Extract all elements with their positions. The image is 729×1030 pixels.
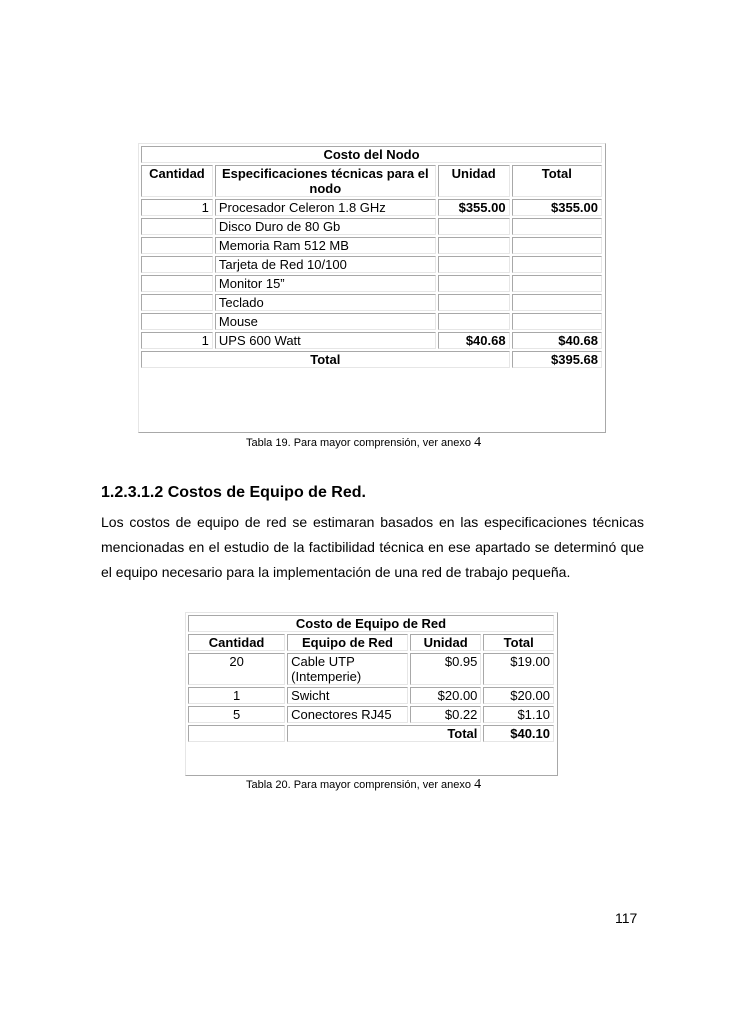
item-cell: UPS 600 Watt <box>215 332 436 349</box>
table-title: Costo de Equipo de Red <box>188 615 554 632</box>
table-total-row <box>188 725 554 742</box>
table-row <box>141 332 602 349</box>
unit-price-cell: $355.00 <box>438 199 510 216</box>
column-header: Equipo de Red <box>287 634 408 651</box>
table-row <box>141 275 602 292</box>
quantity-cell: 1 <box>141 332 213 349</box>
column-header: Total <box>483 634 554 651</box>
table-row <box>141 313 602 330</box>
quantity-cell: 5 <box>188 706 285 723</box>
unit-price-cell <box>438 218 510 235</box>
unit-price-cell: $40.68 <box>438 332 510 349</box>
table-costo-nodo <box>139 144 604 370</box>
total-cell: $19.00 <box>483 653 554 685</box>
total-value: $40.10 <box>483 725 554 742</box>
table-row <box>188 706 554 723</box>
quantity-cell <box>141 256 213 273</box>
total-cell: $1.10 <box>483 706 554 723</box>
quantity-cell <box>141 294 213 311</box>
item-cell: Cable UTP (Intemperie) <box>287 653 408 685</box>
table-equipo-red <box>186 613 556 744</box>
total-cell: $355.00 <box>512 199 602 216</box>
quantity-cell <box>141 218 213 235</box>
total-cell: $20.00 <box>483 687 554 704</box>
empty-cell <box>188 725 285 742</box>
unit-price-cell <box>438 256 510 273</box>
table-row <box>141 199 602 216</box>
table-row <box>141 218 602 235</box>
caption-text: Tabla 20. Para mayor comprensión, ver anexo <box>246 779 472 791</box>
quantity-cell <box>141 237 213 254</box>
total-label: Total <box>141 351 510 368</box>
item-cell: Disco Duro de 80 Gb <box>215 218 436 235</box>
total-cell <box>512 294 602 311</box>
quantity-cell: 20 <box>188 653 285 685</box>
column-header: Total <box>512 165 602 197</box>
caption-annex-number: 4 <box>474 435 482 450</box>
table-row <box>188 687 554 704</box>
quantity-cell <box>141 275 213 292</box>
total-cell <box>512 313 602 330</box>
item-cell: Monitor 15” <box>215 275 436 292</box>
item-cell: Tarjeta de Red 10/100 <box>215 256 436 273</box>
section-heading: 1.2.3.1.2 Costos de Equipo de Red. <box>101 484 366 501</box>
caption-text: Tabla 19. Para mayor comprensión, ver anexo <box>246 437 472 449</box>
total-cell <box>512 218 602 235</box>
total-label: Total <box>287 725 481 742</box>
unit-price-cell: $0.22 <box>410 706 482 723</box>
quantity-cell: 1 <box>188 687 285 704</box>
column-header: Unidad <box>410 634 482 651</box>
caption-annex-number: 4 <box>474 777 482 792</box>
total-cell <box>512 237 602 254</box>
column-header: Unidad <box>438 165 510 197</box>
table-row <box>141 237 602 254</box>
unit-price-cell <box>438 275 510 292</box>
section-paragraph: Los costos de equipo de red se estimaran basados en las especificaciones técnicas mencionadas en el estudio de la factibilidad técnica en ese apartado se determinó que el equipo necesario para la implementación de una red de trabajo pequeña. <box>101 514 644 580</box>
total-value: $395.68 <box>512 351 602 368</box>
quantity-cell: 1 <box>141 199 213 216</box>
table-row <box>141 294 602 311</box>
item-cell: Procesador Celeron 1.8 GHz <box>215 199 436 216</box>
table-row <box>188 653 554 685</box>
unit-price-cell <box>438 237 510 254</box>
quantity-cell <box>141 313 213 330</box>
column-header: Especificaciones técnicas para el nodo <box>215 165 436 197</box>
unit-price-cell: $20.00 <box>410 687 482 704</box>
item-cell: Mouse <box>215 313 436 330</box>
page-number: 117 <box>615 910 638 926</box>
total-cell <box>512 275 602 292</box>
item-cell: Conectores RJ45 <box>287 706 408 723</box>
unit-price-cell: $0.95 <box>410 653 482 685</box>
total-cell: $40.68 <box>512 332 602 349</box>
unit-price-cell <box>438 294 510 311</box>
total-cell <box>512 256 602 273</box>
item-cell: Swicht <box>287 687 408 704</box>
table-caption <box>246 777 481 793</box>
table-title: Costo del Nodo <box>141 146 602 163</box>
column-header: Cantidad <box>188 634 285 651</box>
item-cell: Teclado <box>215 294 436 311</box>
table-caption <box>246 435 481 451</box>
unit-price-cell <box>438 313 510 330</box>
table-total-row <box>141 351 602 368</box>
table-row <box>141 256 602 273</box>
column-header: Cantidad <box>141 165 213 197</box>
item-cell: Memoria Ram 512 MB <box>215 237 436 254</box>
